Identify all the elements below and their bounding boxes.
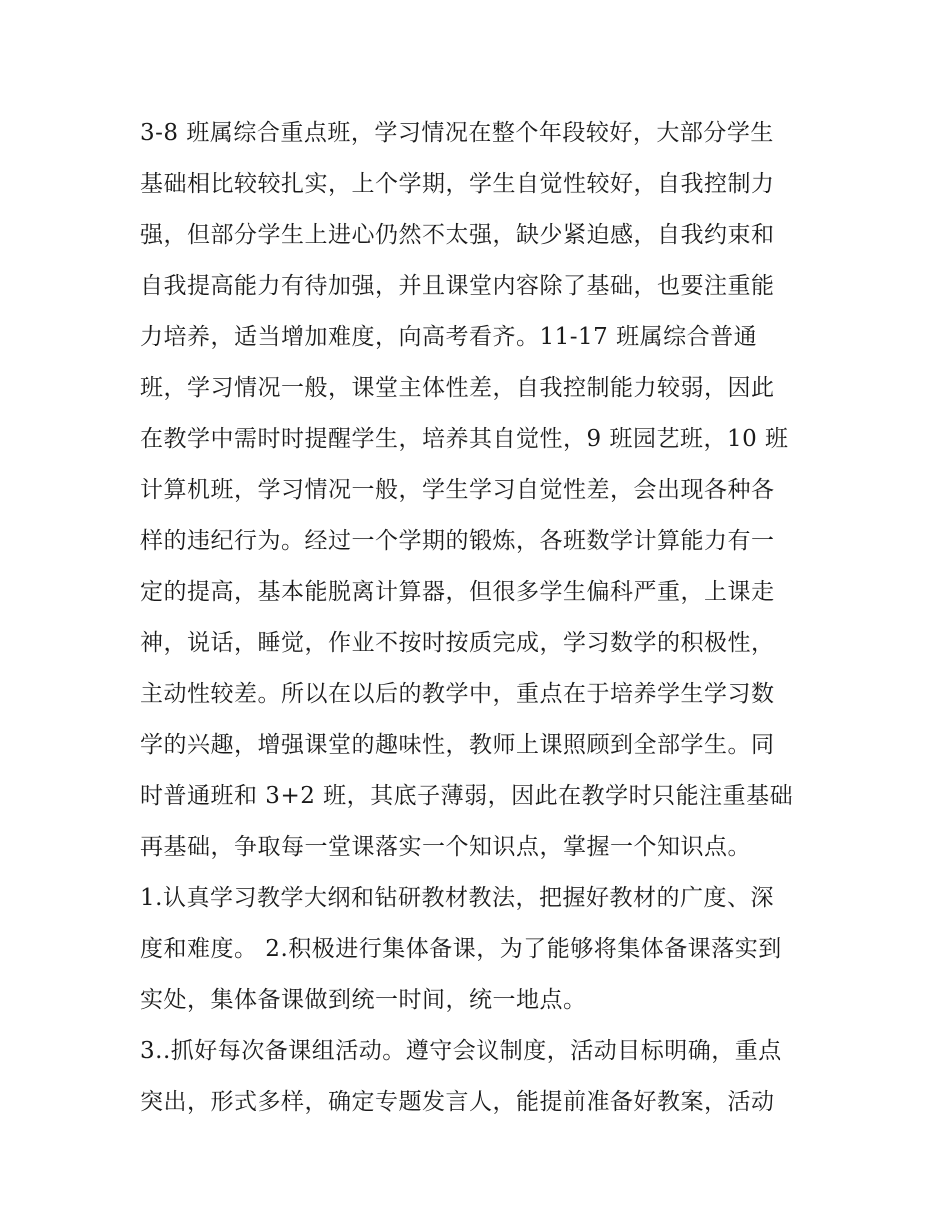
text-line: 样的违纪行为。经过一个学期的锻炼，各班数学计算能力有一 (140, 528, 775, 554)
text-line: 主动性较差。所以在以后的教学中，重点在于培养学生学习数 (140, 681, 775, 707)
text-line: 学的兴趣，增强课堂的趣味性，教师上课照顾到全部学生。同 (140, 732, 775, 758)
text-line: 时普通班和 3+2 班，其底子薄弱，因此在教学时只能注重基础 (140, 783, 794, 809)
text-line: 3..抓好每次备课组活动。遵守会议制度，活动目标明确，重点 (140, 1038, 782, 1064)
text-line: 自我提高能力有待加强，并且课堂内容除了基础，也要注重能 (140, 273, 775, 299)
text-line: 神，说话，睡觉，作业不按时按质完成，学习数学的积极性， (140, 630, 775, 656)
text-line: 力培养，适当增加难度，向高考看齐。11-17 班属综合普通 (140, 324, 758, 350)
text-line: 基础相比较较扎实，上个学期，学生自觉性较好，自我控制力 (140, 171, 775, 197)
text-line: 实处，集体备课做到统一时间，统一地点。 (140, 987, 587, 1013)
body-text (140, 108, 820, 1128)
text-line: 在教学中需时时提醒学生，培养其自觉性，9 班园艺班，10 班 (140, 426, 789, 452)
text-line: 度和难度。 2.积极进行集体备课，为了能够将集体备课落实到 (140, 936, 782, 962)
text-line: 1.认真学习教学大纲和钻研教材教法，把握好教材的广度、深 (140, 885, 774, 911)
text-line: 班，学习情况一般，课堂主体性差，自我控制能力较弱，因此 (140, 375, 775, 401)
text-line: 再基础，争取每一堂课落实一个知识点，掌握一个知识点。 (140, 834, 751, 860)
text-line: 计算机班，学习情况一般，学生学习自觉性差，会出现各种各 (140, 477, 775, 503)
text-line: 3-8 班属综合重点班，学习情况在整个年段较好，大部分学生 (140, 120, 774, 146)
text-line: 突出，形式多样，确定专题发言人，能提前准备好教案，活动 (140, 1089, 775, 1115)
text-line: 定的提高，基本能脱离计算器，但很多学生偏科严重，上课走 (140, 579, 775, 605)
text-line: 强，但部分学生上进心仍然不太强，缺少紧迫感，自我约束和 (140, 222, 775, 248)
